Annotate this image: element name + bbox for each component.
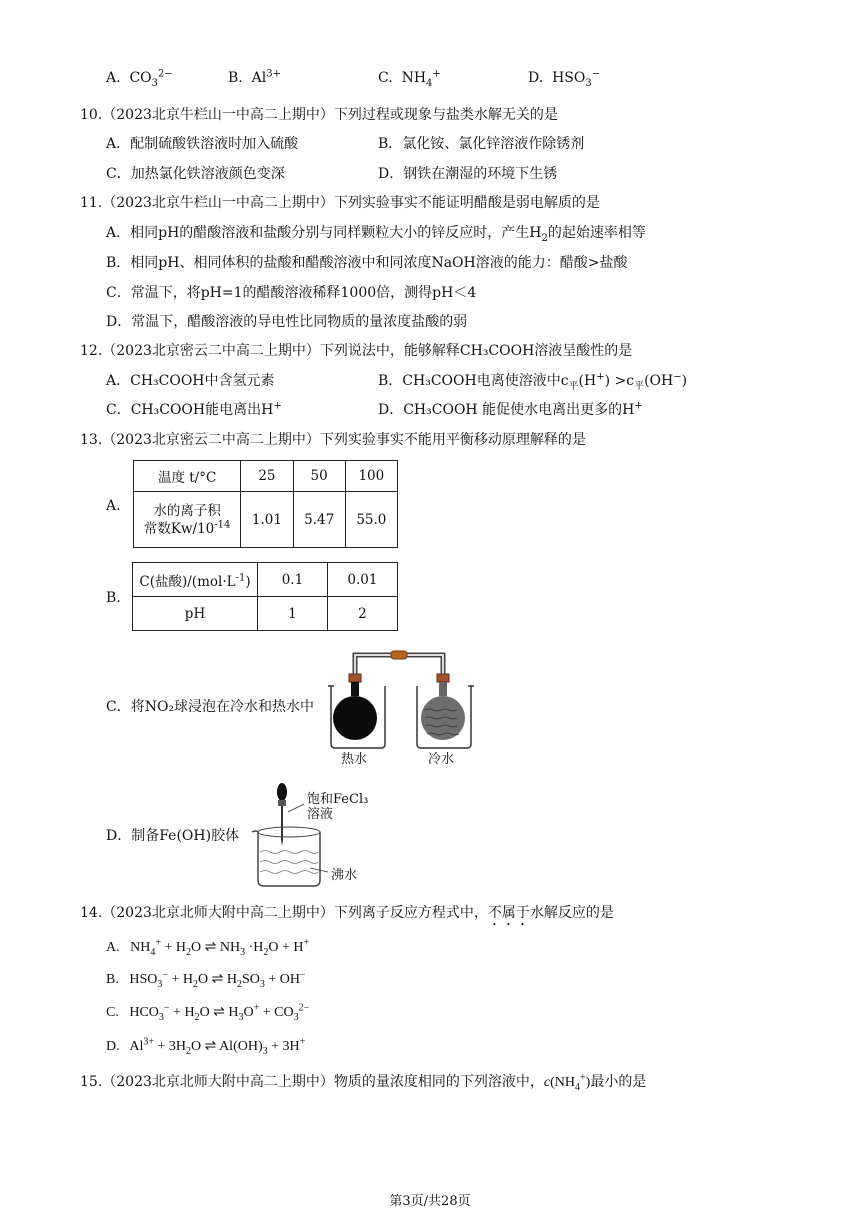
q11-option-b: B．相同pH、相同体积的盐酸和醋酸溶液中和同浓度NaOH溶液的能力：醋酸>盐酸 [106,255,628,271]
table-b-header-col: 0.1 [258,563,328,597]
q10-option-a: A．配制硫酸铁溶液时加入硫酸 [106,136,299,152]
q9-option-c: C. $NH_4^+$ [378,68,441,89]
q9-option-d: D. $HSO_3^-$ [528,68,601,89]
table-a-cell: 1.01 [241,492,293,548]
cold-water-label: 冷水 [428,752,455,767]
q12-option-b: B．CH₃COOH电离使溶液中$c_平(H^+) >c_平(OH^-)$ [378,371,688,392]
q13-option-c: C．将NO₂球浸泡在冷水和热水中 [106,699,315,715]
table-a-cell: 5.47 [293,492,345,548]
q14-option-d: D. $Al^{3+} + 3H_2O$ ⇌ $Al(OH)_3 + 3H^+$ [106,1036,306,1057]
q11-stem: 11.（2023北京牛栏山一中高二上期中）下列实验事实不能证明醋酸是弱电解质的是 [80,195,600,211]
table-b-row-label: pH [133,597,258,631]
q12-stem: 12.（2023北京密云二中高二上期中）下列说法中，能够解释CH₃COOH溶液呈酸性的是 [80,343,633,359]
q13-stem: 13.（2023北京密云二中高二上期中）下列实验事实不能用平衡移动原理解释的是 [80,432,586,448]
q12-option-d: D．CH₃COOH 能促使水电离出更多的H+ [378,400,643,418]
q10-option-b: B．氯化铵、氯化锌溶液作除锈剂 [378,136,585,152]
q10-option-c: C．加热氯化铁溶液颜色变深 [106,166,285,182]
q9-option-a: A. $CO_3^{2-}$ [106,68,173,89]
q9-option-b: B. $Al^{3+}$ [228,68,281,86]
table-b-cell: 1 [258,597,328,631]
table-a-header-50: 50 [293,461,345,492]
q10-stem: 10.（2023北京牛栏山一中高二上期中）下列过程或现象与盐类水解无关的是 [80,107,558,123]
table-a-row-label: 水的离子积 常数$Kw/10^{-14}$ [134,492,241,548]
table-b-cell: 2 [327,597,397,631]
table-a-header-temp: 温度 t/°C [134,461,241,492]
q13-option-a-label: A. [106,498,121,514]
q13-table-a [133,460,398,548]
q14-stem: 14.（2023北京北师大附中高二上期中）下列离子反应方程式中，不属于水解反应的是 [80,905,614,921]
q14-option-b: B. $HSO_3^- + H_2O$ ⇌ $H_2SO_3 + OH^-$ [106,969,306,990]
q13-option-b-label: B. [106,590,121,606]
table-a-header-100: 100 [345,461,397,492]
table-a-cell: 55.0 [345,492,397,548]
q11-option-a: A．相同pH的醋酸溶液和盐酸分别与同样颗粒大小的锌反应时，产生$H_2$的起始速率相等 [106,225,646,244]
boiling-water-label: 沸水 [331,868,358,883]
hot-water-label: 热水 [341,752,368,767]
q14-option-c: C. $HCO_3^- + H_2O$ ⇌ $H_3O^+ + CO_3^{2-}$ [106,1002,310,1023]
q13-table-b [132,562,398,631]
table-a-header-25: 25 [241,461,293,492]
q12-option-a: A．CH₃COOH中含氢元素 [106,373,275,389]
table-b-header-concentration: C(盐酸)$/(mol\cdot L^{-1})$ [133,563,258,597]
q11-option-c: C．常温下，将pH=1的醋酸溶液稀释1000倍，测得pH＜4 [106,285,477,301]
q12-option-c: C．CH₃COOH能电离出H+ [106,400,282,418]
q15-stem: 15.（2023北京北师大附中高二上期中）物质的量浓度相同的下列溶液中，$c(NH_4^+)$最小的是 [80,1072,647,1093]
fecl3-label: 饱和FeCl₃ 溶液 [307,792,369,822]
q10-option-d: D．钢铁在潮湿的环境下生锈 [378,166,558,182]
table-b-header-col: 0.01 [327,563,397,597]
q13-option-d: D．制备Fe(OH)胶体 [106,828,240,844]
page-footer: 第3页/共28页 [389,1194,471,1209]
q14-option-a: A. $NH_4^+ + H_2O$ ⇌ $NH_3 \cdot H_2O + H^+$ [106,937,310,958]
q11-option-d: D．常温下，醋酸溶液的导电性比同物质的量浓度盐酸的弱 [106,314,468,330]
